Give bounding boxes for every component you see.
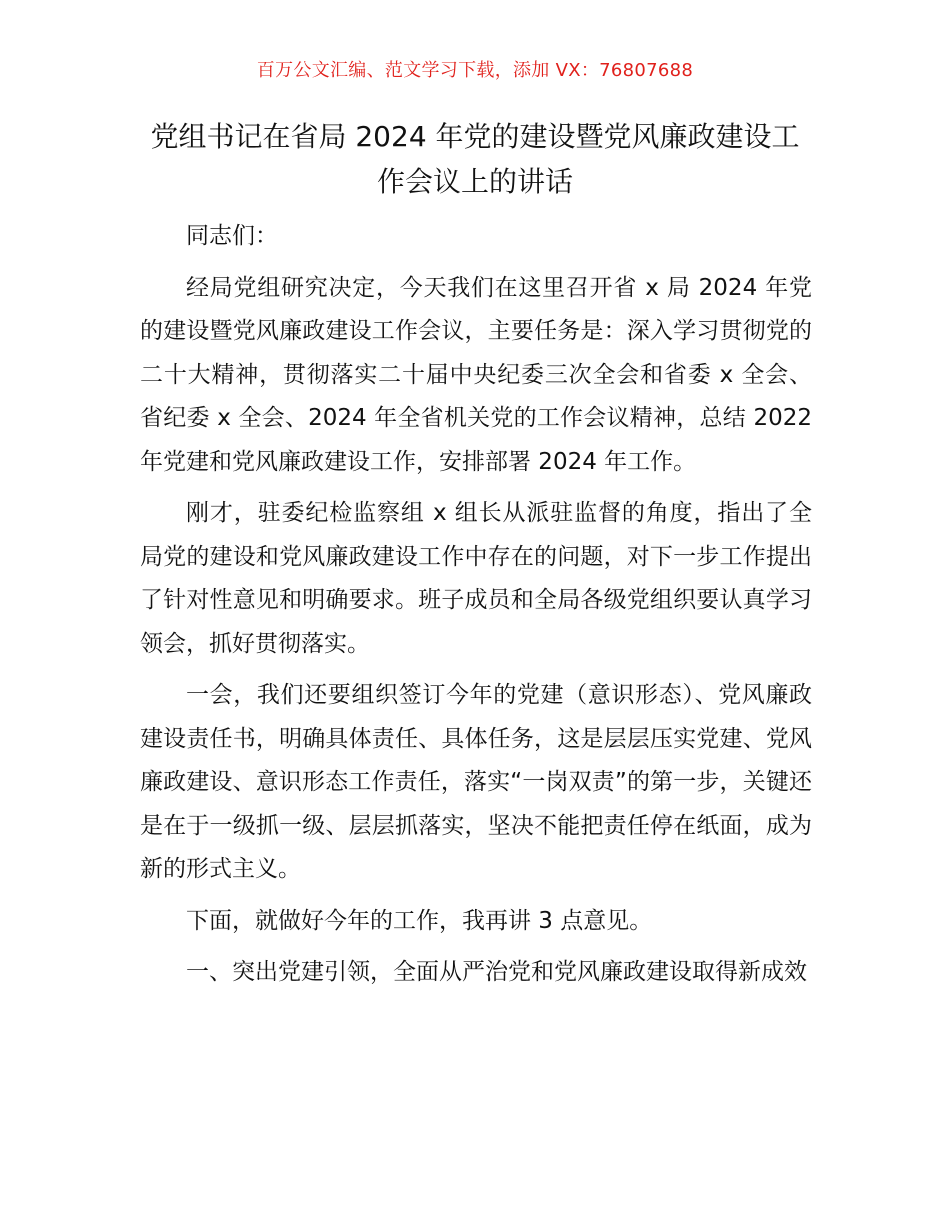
- paragraph: 下面，就做好今年的工作，我再讲 3 点意见。: [186, 907, 653, 934]
- paragraph: 一会，我们还要组织签订今年的党建（意识形态）、党风廉政建设责任书，明确具体责任、具体任务，这是层层压实党建、党风廉政建设、意识形态工作责任，落实“一岗双责”的第一步，关键还是在于一级抓一级、层层抓落实，坚决不能把责任停在纸面，成为新的形式主义。: [140, 682, 812, 882]
- paragraph: 刚才，驻委纪检监察组 x 组长从派驻监督的角度，指出了全局党的建设和党风廉政建设工作中存在的问题，对下一步工作提出了针对性意见和明确要求。班子成员和全局各级党组织要认真学习领会，抓好贯彻落实。: [140, 500, 812, 657]
- header-promo-note: 百万公文汇编、范文学习下载，添加 VX：76807688: [256, 60, 694, 81]
- page-title: 党组书记在省局 2024 年党的建设暨党风廉政建设工作会议上的讲话: [150, 120, 800, 198]
- section-heading: 一、突出党建引领，全面从严治党和党风廉政建设取得新成效: [186, 959, 807, 985]
- salutation: 同志们：: [186, 223, 278, 249]
- document-body: [140, 215, 812, 1003]
- paragraph: 经局党组研究决定，今天我们在这里召开省 x 局 2024 年党的建设暨党风廉政建设工作会议，主要任务是：深入学习贯彻党的二十大精神，贯彻落实二十届中央纪委三次全会和省委 x 全会、省纪委 x 全会、2024 年全省机关党的工作会议精神，总结 2022 年党建和党风廉政建设工作，安排部署 2024 年工作。: [140, 274, 812, 475]
